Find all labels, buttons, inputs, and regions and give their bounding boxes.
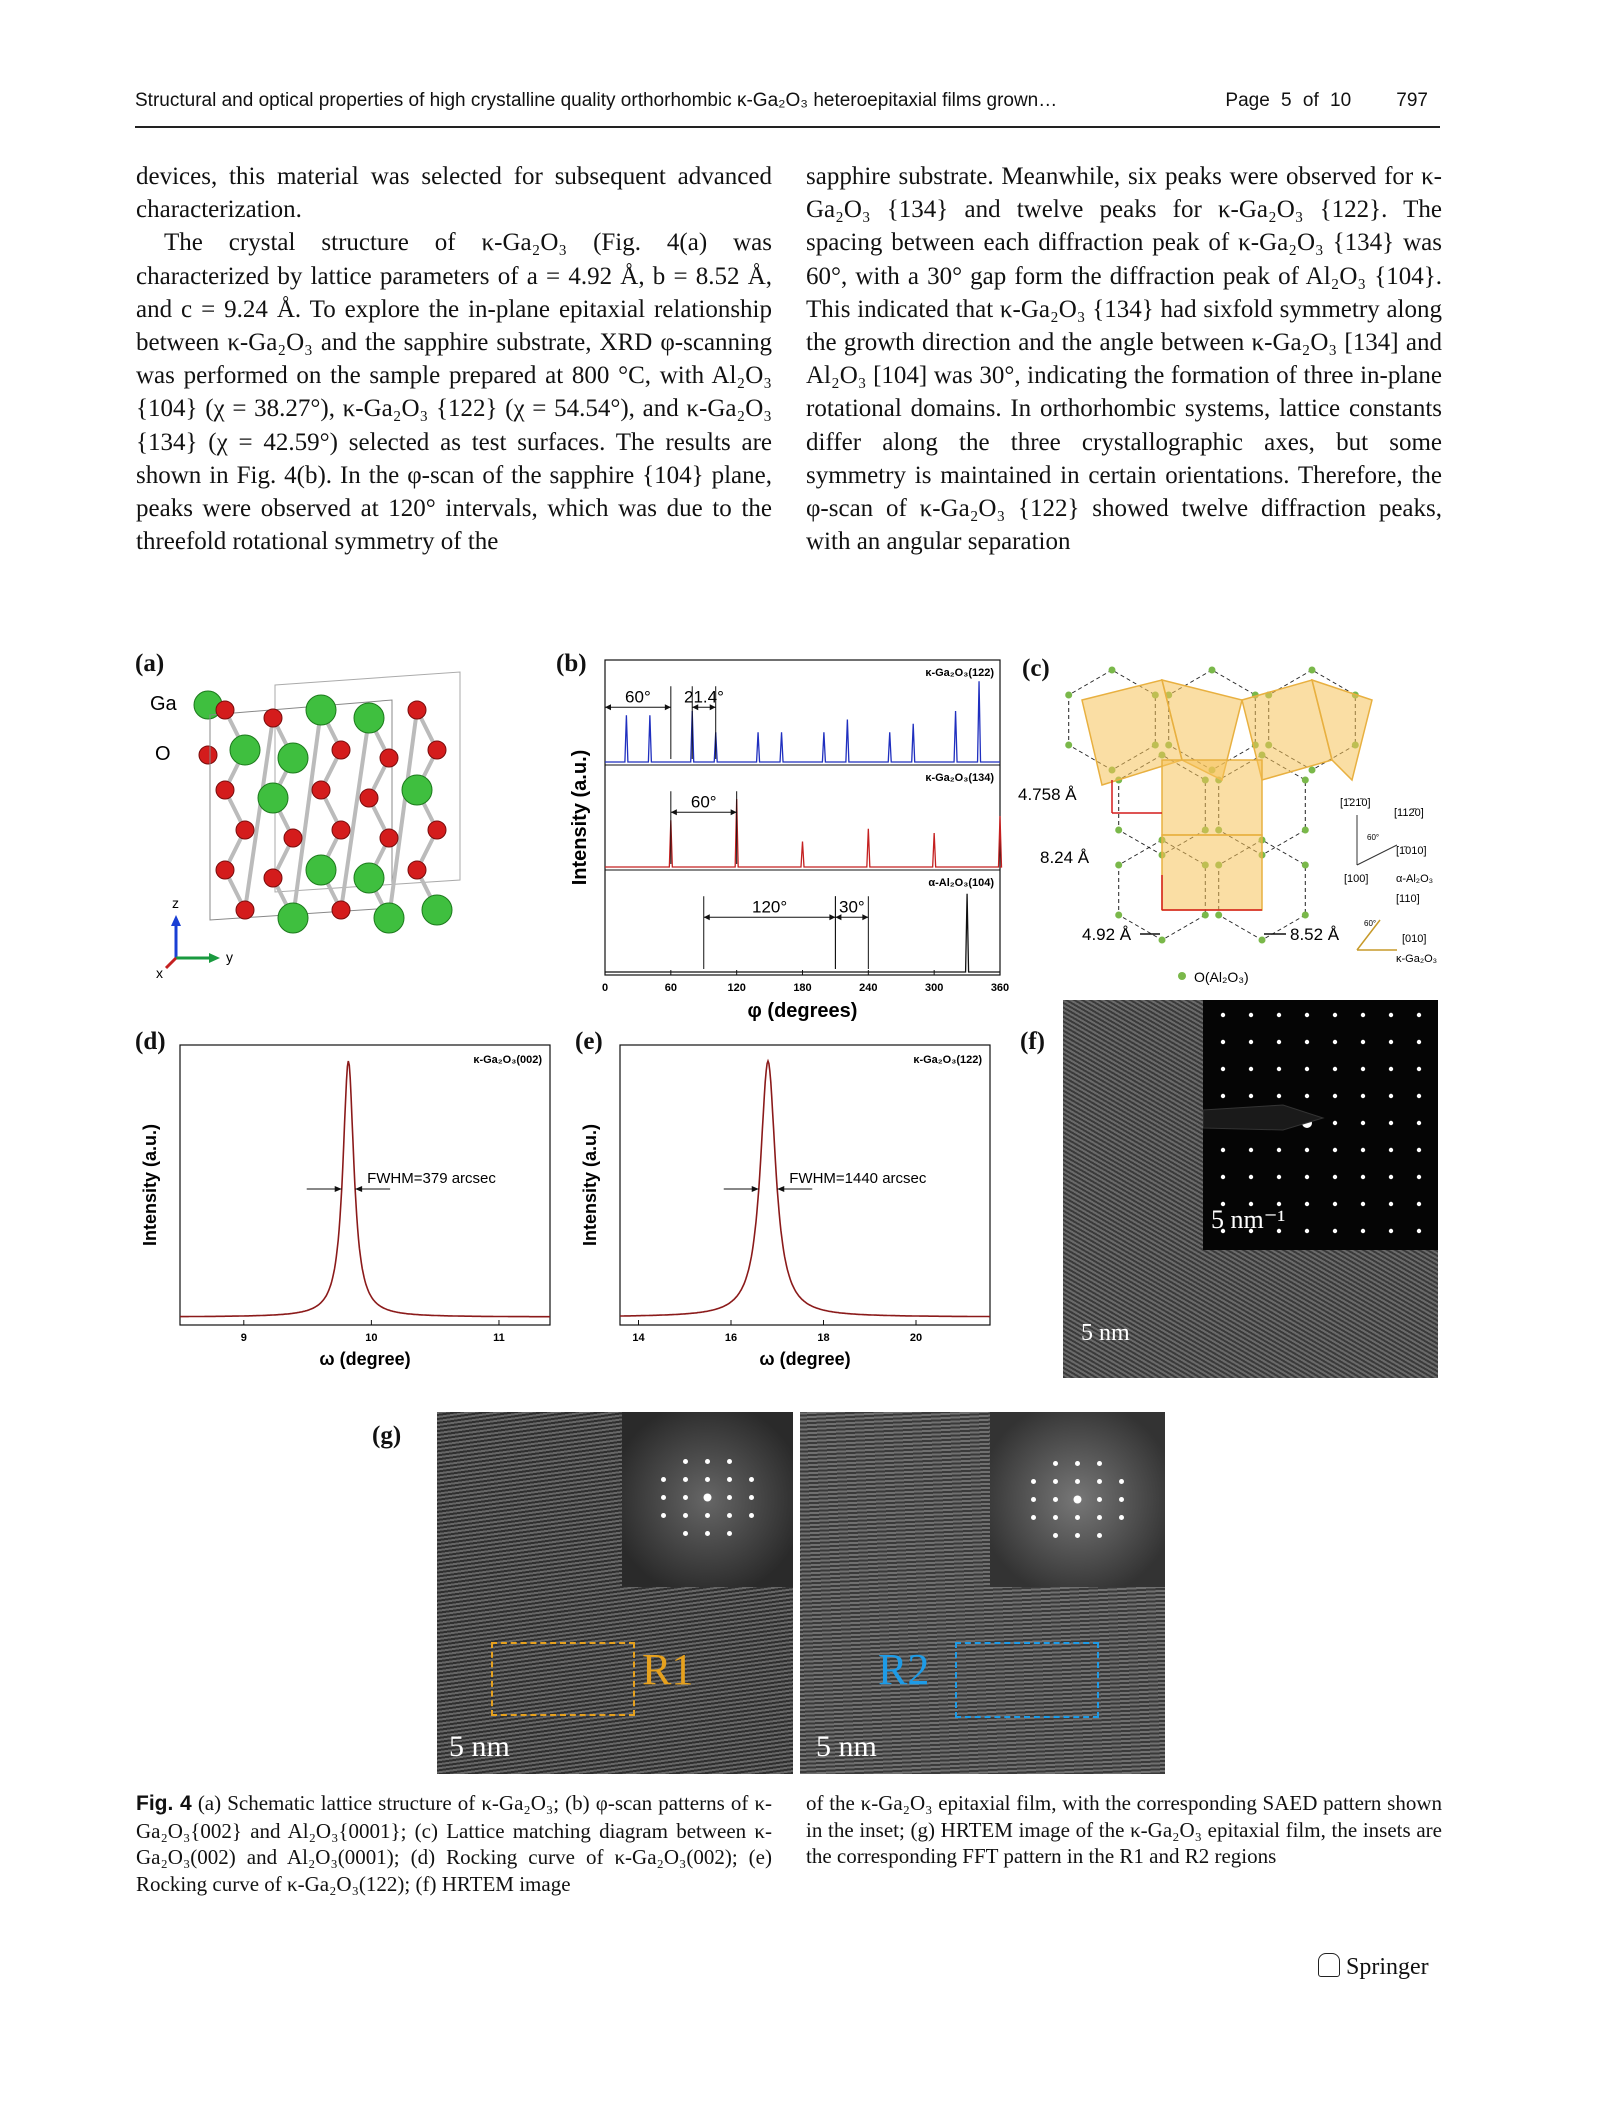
publisher-logo <box>1318 1953 1429 1981</box>
fft-spot <box>1053 1515 1058 1520</box>
fft-spot <box>749 1513 754 1518</box>
legend-label: O(Al₂O₃) <box>1194 969 1249 985</box>
fft-spot <box>727 1495 732 1500</box>
panel-label-g: (g) <box>372 1422 402 1449</box>
annotation-label: 120° <box>751 897 788 917</box>
diffraction-spot <box>1361 1148 1365 1152</box>
direction-label: [1̄010] <box>1396 845 1427 857</box>
page-label: Page 5 of 10 <box>1225 90 1352 111</box>
o-atom <box>312 781 330 799</box>
fft-spot <box>1031 1515 1036 1520</box>
diffraction-spot <box>1361 1175 1365 1179</box>
arrowhead-icon <box>752 1186 759 1192</box>
lattice-cell <box>210 672 460 933</box>
diffraction-spot <box>1305 1175 1309 1179</box>
fft-spot <box>683 1531 688 1536</box>
o-atom <box>380 829 398 847</box>
o-atom <box>380 749 398 767</box>
diffraction-spot <box>1221 1094 1225 1098</box>
direction-label: [010] <box>1402 933 1427 945</box>
diffraction-spot <box>1305 1202 1309 1206</box>
fft-spot <box>1097 1479 1102 1484</box>
diffraction-spot <box>1333 1121 1337 1125</box>
ga-atom <box>258 783 288 813</box>
diffraction-spot <box>1389 1229 1393 1233</box>
axes-icon <box>156 895 233 980</box>
fft-spot <box>727 1513 732 1518</box>
paragraph: The crystal structure of κ-Ga₂O₃ (Fig. 4(a) was characterized by lattice parameters of a = 4.92 Å, b = 8.52 Å, and c = 9.24 Å. To explore the in-plane epitaxial relationship between κ-Ga₂O₃ and the sapphire substrate, XRD φ-scanning was performed on the sample prepared at 800 °C, with Al₂O₃ {104} (χ = 38.27°), κ-Ga₂O₃ {122} (χ = 54.54°), and κ-Ga₂O₃ {134} (χ = 42.59°) selected as test surfaces. The results are shown in Fig. 4(b). In the φ-scan of the sapphire {104} plane, peaks were observed at 120° intervals, which was due to the threefold rotational symmetry of the <box>136 229 772 556</box>
ga-atom <box>402 775 432 805</box>
running-header <box>135 86 1440 128</box>
fft-spot <box>749 1477 754 1482</box>
arrowhead-icon <box>605 704 611 710</box>
hrtem-image-f <box>1063 1000 1438 1378</box>
diffraction-spot <box>1277 1067 1281 1071</box>
diffraction-spot <box>1333 1013 1337 1017</box>
diffraction-spot <box>1249 1148 1253 1152</box>
series-label: α-Al₂O₃(104) <box>928 877 994 889</box>
arrowhead-icon <box>829 914 835 920</box>
oxygen-site <box>1065 742 1072 749</box>
caption-text: (a) Schematic lattice structure of κ-Ga₂O₃; (b) φ-scan patterns of κ-Ga₂O₃{002} and Al₂O₃{0001}; (c) Lattice matching diagram between κ-Ga₂O₃(002) and Al₂O₃(0001); (d) Rocking curve of κ-Ga₂O₃(002); (e) Rocking curve of κ-Ga₂O₃(122); (f) HRTEM image <box>136 1791 773 1896</box>
panel-label-e: (e) <box>575 1028 603 1055</box>
diffraction-spot <box>1305 1040 1309 1044</box>
oxygen-site <box>1115 912 1122 919</box>
x-tick-label: 20 <box>909 1332 923 1344</box>
hrtem-image-r1 <box>437 1412 793 1774</box>
diffraction-spot <box>1361 1094 1365 1098</box>
diffraction-spot <box>1417 1175 1421 1179</box>
fft-pattern <box>622 1412 793 1587</box>
arrowhead-icon <box>665 704 671 710</box>
diffraction-spot <box>1417 1013 1421 1017</box>
series-label: κ-Ga₂O₃(134) <box>925 772 994 784</box>
direction-label: [100] <box>1344 873 1369 885</box>
diffraction-spot <box>1333 1202 1337 1206</box>
arrowhead-icon <box>355 1186 362 1192</box>
x-tick-label: 11 <box>493 1332 505 1344</box>
x-axis-label: φ (degrees) <box>747 1000 858 1022</box>
body-column-left <box>136 160 772 558</box>
fft-spot <box>1097 1461 1102 1466</box>
x-tick-label: 180 <box>793 982 812 994</box>
rocking-curve-122 <box>570 1025 1010 1385</box>
o-atom <box>332 821 350 839</box>
scale-bar-label: 5 nm <box>1081 1320 1130 1346</box>
diffraction-spot <box>1417 1148 1421 1152</box>
fft-spot <box>727 1459 732 1464</box>
o-atom <box>216 781 234 799</box>
springer-horse-icon <box>1318 1953 1340 1977</box>
diffraction-spot <box>1277 1094 1281 1098</box>
o-atom <box>408 861 426 879</box>
panel-label-f: (f) <box>1020 1028 1045 1055</box>
chart-title: κ-Ga₂O₃(122) <box>913 1054 982 1066</box>
diffraction-spot <box>1389 1094 1393 1098</box>
series-label: κ-Ga₂O₃(122) <box>925 667 994 679</box>
diffraction-spot <box>1305 1148 1309 1152</box>
annotation-label: 30° <box>839 897 865 917</box>
panel-label-a: (a) <box>135 650 165 677</box>
diffraction-spot <box>1221 1148 1225 1152</box>
diffraction-spot <box>1277 1175 1281 1179</box>
x-tick-label: 14 <box>632 1332 645 1344</box>
o-atom <box>264 709 282 727</box>
diffraction-spot <box>1249 1094 1253 1098</box>
diffraction-spot <box>1417 1094 1421 1098</box>
y-axis-label: Intensity (a.u.) <box>569 749 591 886</box>
series-line <box>605 799 1002 867</box>
x-tick-label: 360 <box>990 982 1010 994</box>
y-axis-label: Intensity (a.u.) <box>580 1123 600 1247</box>
ga-atom <box>306 695 336 725</box>
diffraction-spot <box>1333 1040 1337 1044</box>
oxygen-site <box>1302 777 1309 784</box>
series-line <box>605 681 1000 762</box>
diffraction-spot <box>1361 1067 1365 1071</box>
figure-caption-left <box>136 1790 772 1897</box>
fwhm-label: FWHM=379 arcsec <box>367 1170 496 1187</box>
fft-spot <box>705 1513 710 1518</box>
paragraph: devices, this material was selected for subsequent advanced characterization. <box>136 163 772 224</box>
fft-spot <box>661 1513 666 1518</box>
orientation-key <box>1340 797 1437 965</box>
diffraction-spot <box>1305 1013 1309 1017</box>
fft-spot <box>661 1495 666 1500</box>
fft-spot <box>1097 1533 1102 1538</box>
annotation-label: 60° <box>625 687 651 707</box>
diffraction-spot <box>1333 1148 1337 1152</box>
oxygen-site <box>1302 827 1309 834</box>
ga-atom <box>374 903 404 933</box>
region-box-r1 <box>491 1642 635 1716</box>
fft-spot <box>1075 1461 1080 1466</box>
oxygen-site <box>1109 667 1116 674</box>
chart-title: κ-Ga₂O₃(002) <box>473 1054 542 1066</box>
ga-atom <box>230 735 260 765</box>
oxygen-site <box>1302 912 1309 919</box>
o-atom <box>284 829 302 847</box>
ga-atom <box>422 895 452 925</box>
fft-spot <box>1053 1533 1058 1538</box>
arrowhead-icon <box>671 809 677 815</box>
diffraction-spot <box>1389 1121 1393 1125</box>
ga-atom <box>278 743 308 773</box>
fft-spot <box>704 1494 712 1502</box>
arrowhead-icon <box>335 1186 342 1192</box>
x-tick-label: 10 <box>365 1332 378 1344</box>
x-tick-label: 60 <box>664 982 677 994</box>
fft-spot <box>727 1477 732 1482</box>
o-atom <box>264 869 282 887</box>
o-atom <box>428 821 446 839</box>
fft-spot <box>705 1477 710 1482</box>
fft-spot <box>705 1531 710 1536</box>
diffraction-spot <box>1361 1202 1365 1206</box>
lattice-matching-diagram <box>1012 650 1462 995</box>
direction-label: [1̄21̄0] <box>1340 797 1371 809</box>
oxygen-site <box>1115 862 1122 869</box>
paragraph: sapphire substrate. Meanwhile, six peaks were observed for κ-Ga₂O₃ {134} and twelve peaks for κ-Ga₂O₃ {122}. The spacing between each diffraction peak of κ-Ga₂O₃ {134} was 60°, with a 30° gap form the diffraction peak of Al₂O₃ {104}. This indicated that κ-Ga₂O₃ {134} had sixfold symmetry along the growth direction and the angle between κ-Ga₂O₃ [134] and Al₂O₃ [104] was 30°, indicating the formation of three in-plane rotational domains. In orthorhombic systems, lattice constants differ along the three crystallographic axes, but some symmetry is maintained in certain orientations. Therefore, the φ-scan of κ-Ga₂O₃ {122} showed twelve diffraction peaks, with an angular separation <box>806 163 1442 556</box>
distance-label: 8.24 Å <box>1040 848 1090 867</box>
ga-atom <box>306 855 336 885</box>
legend-o-label: O <box>155 743 171 765</box>
panel-label-b: (b) <box>556 650 587 677</box>
panel-label-d: (d) <box>135 1028 166 1055</box>
diffraction-spot <box>1333 1175 1337 1179</box>
oxygen-site <box>1309 767 1316 774</box>
bond <box>389 710 417 918</box>
diffraction-spot <box>1389 1175 1393 1179</box>
axis-y-label: y <box>226 949 233 965</box>
fft-spot <box>683 1513 688 1518</box>
direction-label: [110] <box>1396 893 1420 905</box>
fft-spot <box>1075 1515 1080 1520</box>
o-atom-icon <box>199 746 217 764</box>
legend-ga-label: Ga <box>150 693 177 715</box>
fwhm-label: FWHM=1440 arcsec <box>789 1170 927 1187</box>
diffraction-spot <box>1389 1013 1393 1017</box>
fft-spot <box>1119 1515 1124 1520</box>
region-label-r1: R1 <box>642 1645 694 1694</box>
diffraction-spot <box>1221 1175 1225 1179</box>
fft-spot <box>1031 1479 1036 1484</box>
fft-spot <box>1119 1479 1124 1484</box>
o-atom <box>428 741 446 759</box>
diffraction-spot <box>1417 1229 1421 1233</box>
x-tick-label: 300 <box>924 982 944 994</box>
y-axis-label: Intensity (a.u.) <box>140 1123 160 1247</box>
x-tick-label: 120 <box>727 982 746 994</box>
diffraction-spot <box>1417 1040 1421 1044</box>
ga-atom <box>278 903 308 933</box>
caption-label: Fig. 4 <box>136 1792 192 1815</box>
ga2o3-domains <box>1082 680 1372 910</box>
o-atom <box>408 701 426 719</box>
distance-label: 4.92 Å <box>1082 925 1132 944</box>
diffraction-spot <box>1389 1202 1393 1206</box>
hrtem-image-r2 <box>800 1412 1165 1774</box>
fft-spot <box>1031 1497 1036 1502</box>
fft-spot <box>1074 1496 1082 1504</box>
publisher-name: Springer <box>1346 1954 1429 1980</box>
scale-bar-label: 5 nm <box>449 1730 510 1763</box>
phi-scan-chart <box>560 650 1030 1025</box>
diffraction-spot <box>1221 1013 1225 1017</box>
region-label-r2: R2 <box>878 1645 930 1694</box>
inset-scale-bar-label: 5 nm⁻¹ <box>1211 1205 1286 1234</box>
diffraction-spot <box>1277 1148 1281 1152</box>
diffraction-spot <box>1361 1121 1365 1125</box>
arrowhead-icon <box>777 1186 784 1192</box>
fft-spot <box>1075 1479 1080 1484</box>
diffraction-spot <box>1249 1067 1253 1071</box>
annotation-label: 60° <box>690 792 717 812</box>
body-column-right <box>806 160 1442 558</box>
diffraction-spot <box>1249 1013 1253 1017</box>
diffraction-spot <box>1221 1067 1225 1071</box>
fft-spot <box>1119 1497 1124 1502</box>
diffraction-spot <box>1417 1121 1421 1125</box>
fft-spot <box>683 1495 688 1500</box>
fft-pattern <box>990 1412 1165 1587</box>
diffraction-spot <box>1305 1094 1309 1098</box>
saed-inset <box>1203 1000 1438 1250</box>
diffraction-spot <box>1277 1013 1281 1017</box>
fft-spot <box>1053 1461 1058 1466</box>
diffraction-spot <box>1221 1040 1225 1044</box>
o-atom <box>236 821 254 839</box>
oxygen-site <box>1209 667 1216 674</box>
rocking-curve-002 <box>130 1025 570 1385</box>
angle-label: 60° <box>1364 919 1377 928</box>
header-title: Structural and optical properties of high crystalline quality orthorhombic κ-Ga₂O₃ heteroepitaxial films grown… <box>135 90 1058 111</box>
oxygen-site <box>1065 692 1072 699</box>
oxygen-site <box>1115 827 1122 834</box>
o-atom <box>216 701 234 719</box>
fft-spot <box>1097 1497 1102 1502</box>
figure-caption-right <box>806 1790 1442 1870</box>
diffraction-spot <box>1361 1229 1365 1233</box>
o-atom <box>236 901 254 919</box>
diffraction-spot <box>1389 1040 1393 1044</box>
diffraction-spot <box>1417 1067 1421 1071</box>
oxygen-site <box>1259 937 1266 944</box>
axis-z-label: z <box>172 895 179 911</box>
header-page <box>1225 90 1428 112</box>
x-axis-label: ω (degree) <box>759 1349 851 1369</box>
annotation-label: 21.4° <box>684 687 724 707</box>
distance-label: 8.52 Å <box>1290 925 1340 944</box>
fft-spot <box>683 1477 688 1482</box>
x-tick-label: 16 <box>724 1332 738 1344</box>
diffraction-spot <box>1249 1040 1253 1044</box>
caption-text: of the κ-Ga₂O₃ epitaxial film, with the corresponding SAED pattern shown in the inset; (g) HRTEM image of the κ-Ga₂O₃ epitaxial film, the insets are the corresponding FFT pattern in the R1 and R2 regions <box>806 1791 1442 1868</box>
panel-label-c: (c) <box>1022 655 1050 682</box>
oxygen-site <box>1302 862 1309 869</box>
direction-label: α-Al₂O₃ <box>1396 873 1434 885</box>
x-tick-label: 240 <box>859 982 878 994</box>
axis-x-label: x <box>156 965 163 980</box>
fft-spot <box>749 1495 754 1500</box>
fft-spot <box>1053 1497 1058 1502</box>
fft-inset <box>622 1412 793 1587</box>
x-tick-label: 0 <box>601 982 609 994</box>
x-tick-label: 9 <box>240 1332 247 1344</box>
o-atom <box>216 861 234 879</box>
diffraction-spot <box>1305 1229 1309 1233</box>
fft-spot <box>1053 1479 1058 1484</box>
o-atom <box>360 789 378 807</box>
oxygen-site <box>1309 667 1316 674</box>
diffraction-spot <box>1333 1094 1337 1098</box>
angle-label: 60° <box>1367 833 1380 842</box>
oxygen-site <box>1215 912 1222 919</box>
fft-spot <box>727 1531 732 1536</box>
crystal-structure-diagram <box>130 660 560 980</box>
fft-spot <box>1075 1533 1080 1538</box>
distance-label: 4.758 Å <box>1018 785 1077 804</box>
diffraction-spot <box>1361 1013 1365 1017</box>
diffraction-spot <box>1249 1175 1253 1179</box>
diffraction-spot <box>1389 1148 1393 1152</box>
o-atom <box>332 741 350 759</box>
x-axis-label: ω (degree) <box>319 1349 411 1369</box>
diffraction-spot <box>1333 1067 1337 1071</box>
bond <box>293 710 321 918</box>
fft-spot <box>683 1459 688 1464</box>
ga-atom <box>354 863 384 893</box>
diffraction-spot <box>1417 1202 1421 1206</box>
diffraction-spot <box>1389 1067 1393 1071</box>
page-number: 797 <box>1396 90 1428 111</box>
ga-atom <box>354 703 384 733</box>
oxygen-site <box>1202 912 1209 919</box>
diffraction-spot <box>1305 1067 1309 1071</box>
x-tick-label: 18 <box>817 1332 830 1344</box>
scale-bar-label: 5 nm <box>816 1730 877 1763</box>
o-atom <box>332 901 350 919</box>
region-box-r2 <box>955 1642 1099 1718</box>
direction-label: κ-Ga₂O₃ <box>1396 953 1438 965</box>
direction-label: [112̄0] <box>1394 807 1424 819</box>
fft-spot <box>705 1459 710 1464</box>
series-line <box>605 894 1000 972</box>
fft-spot <box>1097 1515 1102 1520</box>
fft-spot <box>661 1477 666 1482</box>
diffraction-spot <box>1277 1040 1281 1044</box>
arrowhead-icon <box>704 914 710 920</box>
oxygen-legend-icon <box>1178 972 1186 980</box>
fft-inset <box>990 1412 1165 1587</box>
oxygen-site <box>1159 937 1166 944</box>
diffraction-spot <box>1361 1040 1365 1044</box>
diffraction-spot <box>1333 1229 1337 1233</box>
